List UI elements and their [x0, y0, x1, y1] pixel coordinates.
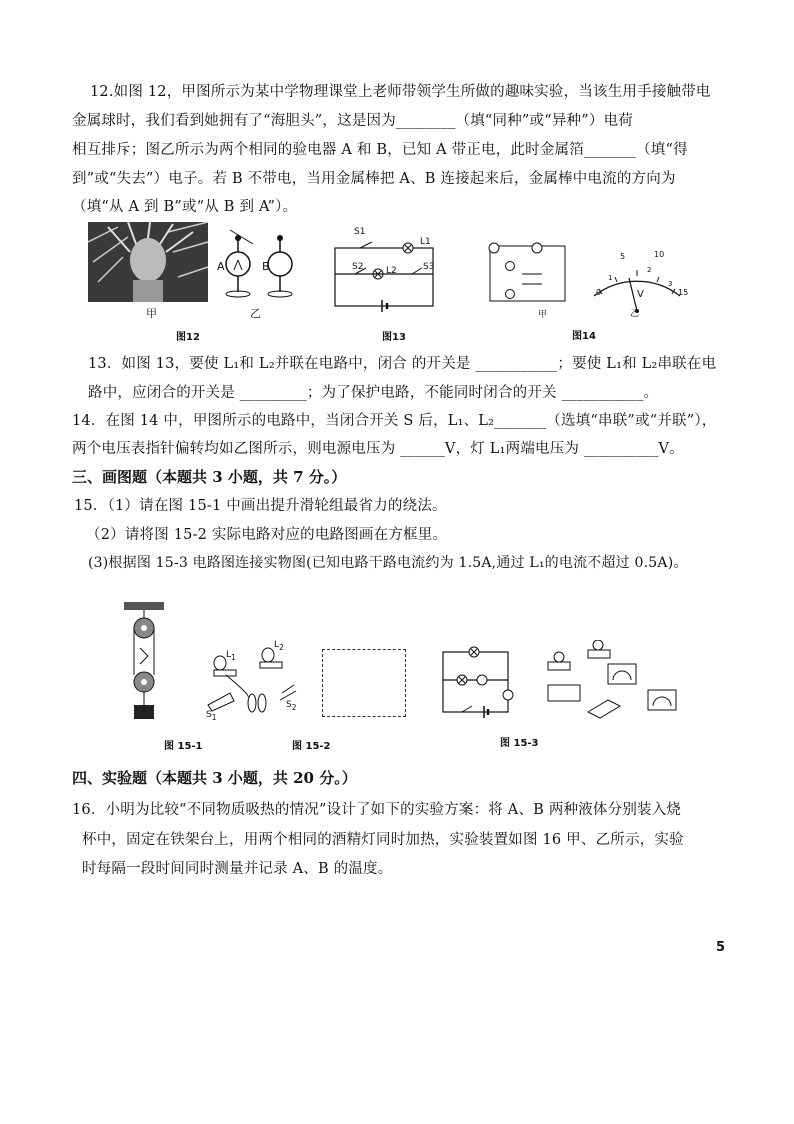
fig14-tick-5: 5	[620, 252, 626, 261]
fig13-s1-label: S1	[354, 227, 366, 237]
section-4-title: 四、实验题（本题共 3 小题，共 20 分。）	[72, 769, 357, 787]
fig14-meter-unit: V	[637, 289, 644, 300]
electroscope-a-label: A	[217, 260, 225, 273]
q16-line-3: 时每隔一段时间同时测量并记录 A、B 的温度。	[82, 861, 393, 877]
fig15-3-caption: 图 15-3	[500, 738, 539, 749]
q12-line-5: （填“从 A 到 B”或“从 B 到 A”）。	[72, 199, 298, 215]
fig13-s2-label: S2	[352, 262, 364, 272]
q15-line-3: (3)根据图 15-3 电路图连接实物图(已知电路干路电流约为 1.5A,通过 L₁的电流不超过 0.5A)。	[88, 555, 688, 571]
figure-15-3	[438, 640, 688, 730]
q14-line-1: 14．在图 14 中，甲图所示的电路中，当闭合开关 S 后，L₁、L₂_______（选填“串联”或“并联”），	[72, 413, 717, 429]
fig14-tick-15: 15	[678, 288, 689, 297]
fig14-caption: 图14	[572, 331, 596, 342]
q12-line-2: 金属球时，我们看到她拥有了“海胆头”，这是因为________（填“同种”或“异种”）电荷	[72, 113, 633, 129]
electroscope-b-label: B	[262, 260, 270, 273]
pulley-system-drawing	[122, 600, 167, 725]
q12-line-3: 相互排斥；图乙所示为两个相同的验电器 A 和 B，已知 A 带正电，此时金属箔_______（填“得	[72, 142, 688, 158]
fig14-inner-tick-2: 2	[647, 266, 652, 274]
fig15-2-s1-label: $S_1$	[206, 710, 217, 722]
figure-14	[482, 236, 692, 321]
fig14-yi-label: 乙	[630, 309, 640, 319]
q16-line-1: 16．小明为比较“不同物质吸热的情况”设计了如下的实验方案：将 A、B 两种液体分别装入烧	[72, 802, 682, 818]
fig13-l2-label: L2	[386, 266, 397, 276]
fig14-inner-tick-3: 3	[668, 280, 673, 288]
fig14-tick-10: 10	[654, 250, 665, 259]
q15-line-1: 15．（1）请在图 15-1 中画出提升滑轮组最省力的绕法。	[74, 498, 447, 514]
fig13-caption: 图13	[382, 332, 406, 343]
q12-line-1: 12.如图 12，甲图所示为某中学物理课堂上老师带领学生所做的趣味实验，当该生用手接触带电	[90, 84, 711, 100]
fig15-2-l2-label: $L_2$	[274, 640, 284, 652]
fig12-caption: 图12	[176, 332, 200, 343]
fig15-2-s2-label: $S_2$	[286, 700, 297, 712]
circuit-15-3-drawing	[438, 640, 688, 730]
q14-line-2: 两个电压表指针偏转均如乙图所示，则电源电压为 ______V，灯 L₁两端电压为 __________V。	[72, 441, 684, 457]
fig13-l1-label: L1	[420, 237, 431, 247]
figure-12	[88, 222, 303, 317]
figure-15-1	[122, 600, 167, 725]
fig12-jia-label: 甲	[146, 307, 157, 320]
q13-line-2: 路中，应闭合的开关是 _________；为了保护电路，不能同时闭合的开关 ___________。	[88, 385, 659, 401]
q12-line-4: 到”或“失去”）电子。若 B 不带电，当用金属棒把 A、B 连接起来后，金属棒中电流的方向为	[72, 171, 676, 187]
fig12-yi-label: 乙	[250, 307, 261, 320]
page-number: 5	[716, 940, 726, 955]
figure-14-drawing	[482, 236, 692, 321]
answer-box-15-2[interactable]	[322, 649, 406, 717]
fig15-1-caption: 图 15-1	[164, 741, 203, 752]
fig14-jia-label: 甲	[538, 310, 548, 320]
fig15-2-l1-label: $L_1$	[226, 650, 236, 662]
section-3-title: 三、画图题（本题共 3 小题，共 7 分。）	[72, 468, 347, 486]
q15-line-2: （2）请将图 15-2 实际电路对应的电路图画在方框里。	[86, 527, 448, 543]
figure-12-drawing	[88, 222, 303, 317]
fig13-s3-label: S3	[423, 262, 435, 272]
fig14-inner-tick-1: 1	[608, 274, 613, 282]
fig15-2-caption: 图 15-2	[292, 741, 331, 752]
q16-line-2: 杯中，固定在铁架台上，用两个相同的酒精灯同时加热，实验装置如图 16 甲、乙所示，实验	[82, 832, 684, 848]
q13-line-1: 13．如图 13，要使 L₁和 L₂并联在电路中，闭合 的开关是 ___________；要使 L₁和 L₂串联在电	[88, 356, 717, 372]
fig14-tick-0: 0	[596, 288, 602, 297]
